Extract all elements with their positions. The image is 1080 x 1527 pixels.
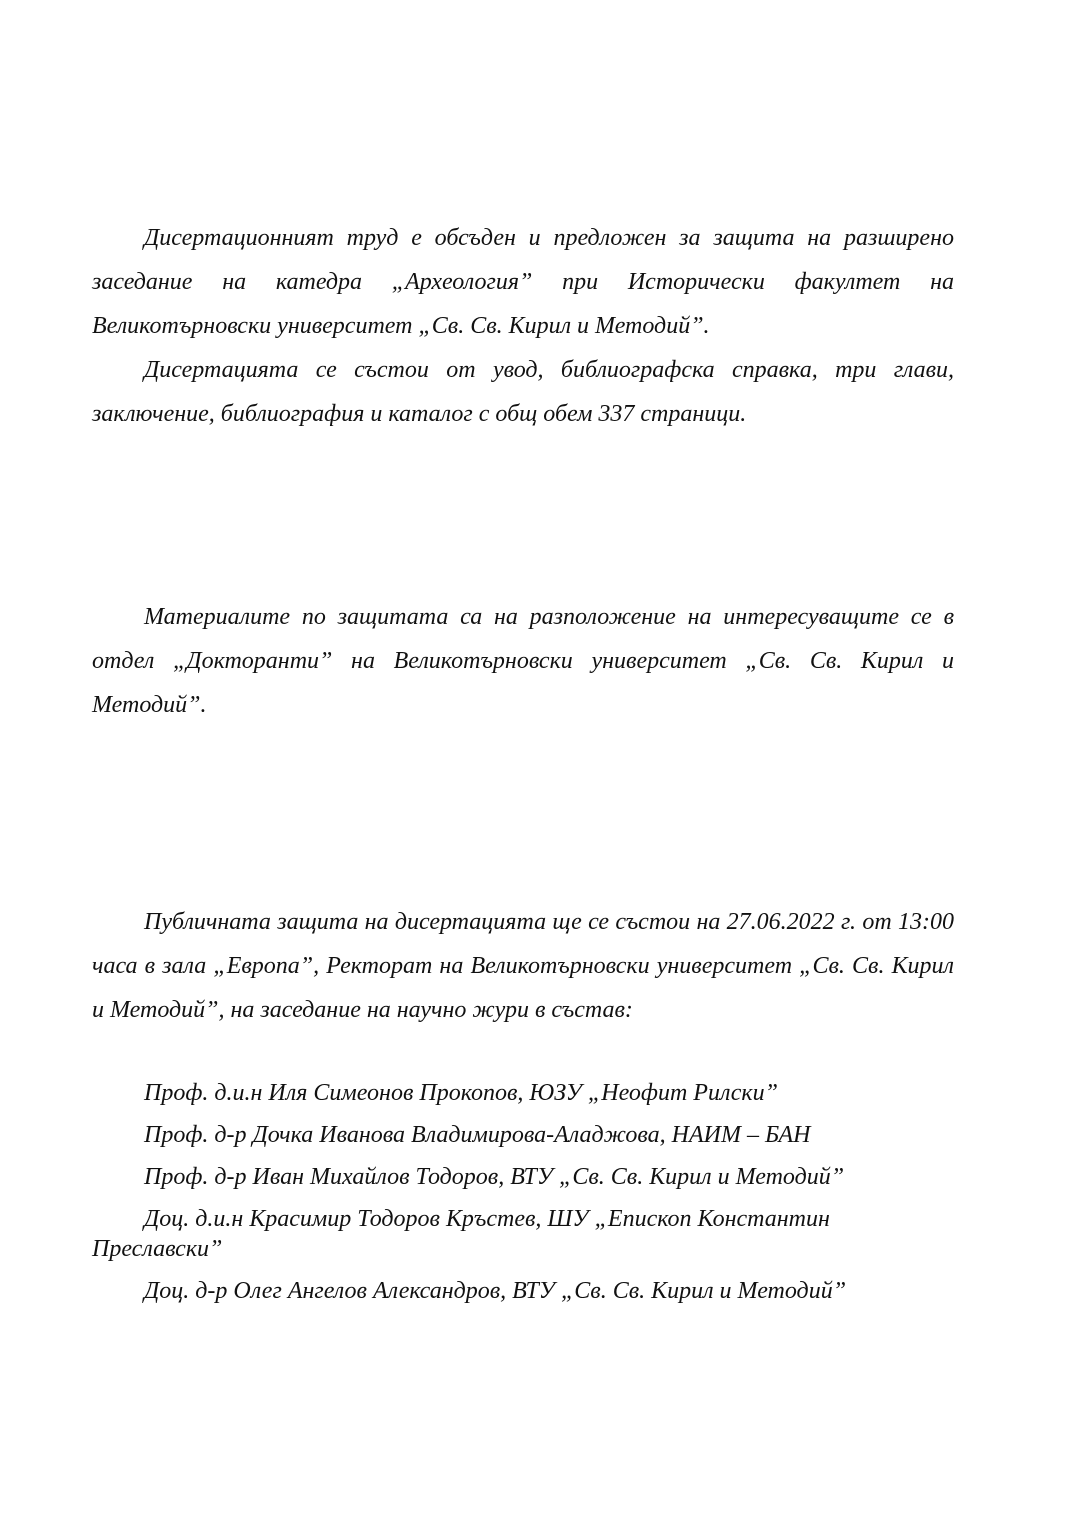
defense-paragraph: Публичната защита на дисертацията ще се състои на 27.06.2022 г. от 13:00 часа в зала „Европа”, Ректорат на Великотърновски университет „Св. Св. Кирил и Методий”, на заседание на научно жури в състав: <box>92 909 954 1023</box>
jury-member: Доц. д-р Олег Ангелов Александров, ВТУ „Св. Св. Кирил и Методий” <box>144 1278 847 1304</box>
materials-paragraph: Материалите по защитата са на разположение на интересуващите се в отдел „Докторанти” на Великотърновски университет „Св. Св. Кирил и Методий”. <box>92 604 954 718</box>
materials-section <box>92 595 954 727</box>
intro-section <box>92 216 954 436</box>
jury-member: Проф. д-р Иван Михайлов Тодоров, ВТУ „Св. Св. Кирил и Методий” <box>144 1164 845 1190</box>
intro-paragraph-structure: Дисертацията се състои от увод, библиографска справка, три глави, заключение, библиография и каталог с общ обем 337 страници. <box>92 357 954 427</box>
jury-member: Проф. д.и.н Иля Симеонов Прокопов, ЮЗУ „Неофит Рилски” <box>144 1080 778 1106</box>
jury-list <box>92 1078 954 1318</box>
intro-paragraph-discussion: Дисертационният труд е обсъден и предложен за защита на разширено заседание на катедра „Археология” при Исторически факултет на Великотърновски университет „Св. Св. Кирил и Методий”. <box>92 225 954 339</box>
jury-member: Доц. д.и.н Красимир Тодоров Кръстев, ШУ „Епископ Константин Преславски” <box>92 1206 830 1262</box>
jury-member: Проф. д-р Дочка Иванова Владимирова-Аладжова, НАИМ – БАН <box>144 1122 811 1148</box>
defense-section <box>92 900 954 1032</box>
